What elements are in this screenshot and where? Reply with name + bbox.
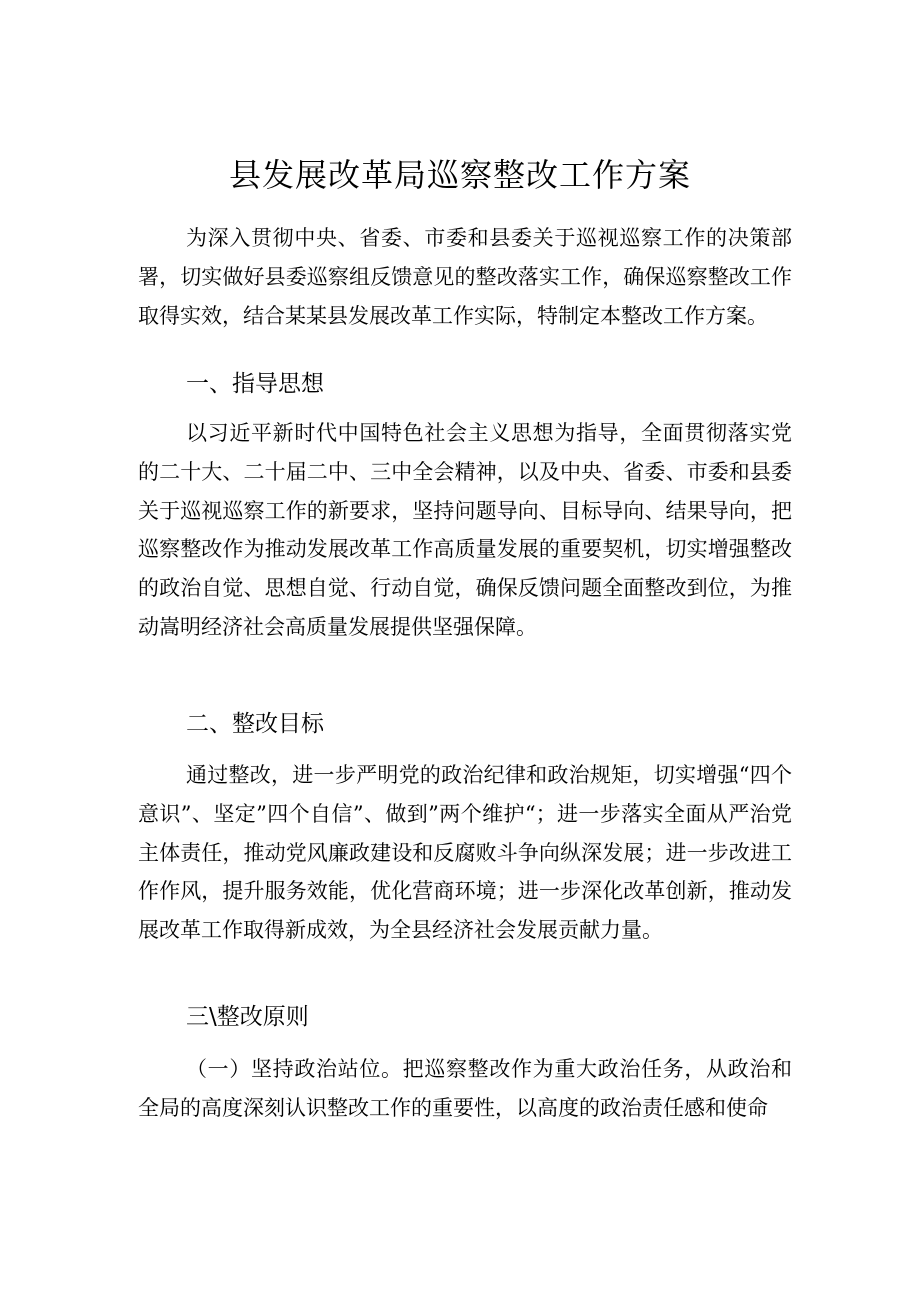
section-paragraph-rectification-goals: 通过整改，进一步严明党的政治纪律和政治规矩，切实增强“四个意识”、坚定”四个自信”、做到”两个维护“；进一步落实全面从严治党主体责任，推动党风廉政建设和反腐败斗争向纵深发展；进一步改进工作作风，提升服务效能，优化营商环境；进一步深化改革创新，推动发展改革工作取得新成效，为全县经济社会发展贡献力量。: [138, 763, 792, 942]
section-paragraph-rectification-principles: （一）坚持政治站位。把巡察整改作为重大政治任务，从政治和全局的高度深刻认识整改工作的重要性，以高度的政治责任感和使命: [138, 1057, 792, 1120]
section-heading-rectification-goals: 二、整改目标: [186, 711, 324, 737]
section-heading-rectification-principles: 三\整改原则: [186, 1004, 309, 1030]
document-title: 县发展改革局巡察整改工作方案: [228, 156, 691, 194]
section-heading-guiding-ideology: 一、指导思想: [186, 371, 324, 397]
section-paragraph-guiding-ideology: 以习近平新时代中国特色社会主义思想为指导，全面贯彻落实党的二十大、二十届二中、三中全会精神，以及中央、省委、市委和县委关于巡视巡察工作的新要求，坚持问题导向、目标导向、结果导向，把巡察整改作为推动发展改革工作高质量发展的重要契机，切实增强整改的政治自觉、思想自觉、行动自觉，确保反馈问题全面整改到位，为推动嵩明经济社会高质量发展提供坚强保障。: [138, 421, 792, 639]
intro-paragraph: 为深入贯彻中央、省委、市委和县委关于巡视巡察工作的决策部署，切实做好县委巡察组反馈意见的整改落实工作，确保巡察整改工作取得实效，结合某某县发展改革工作实际，特制定本整改工作方案。: [138, 226, 792, 328]
